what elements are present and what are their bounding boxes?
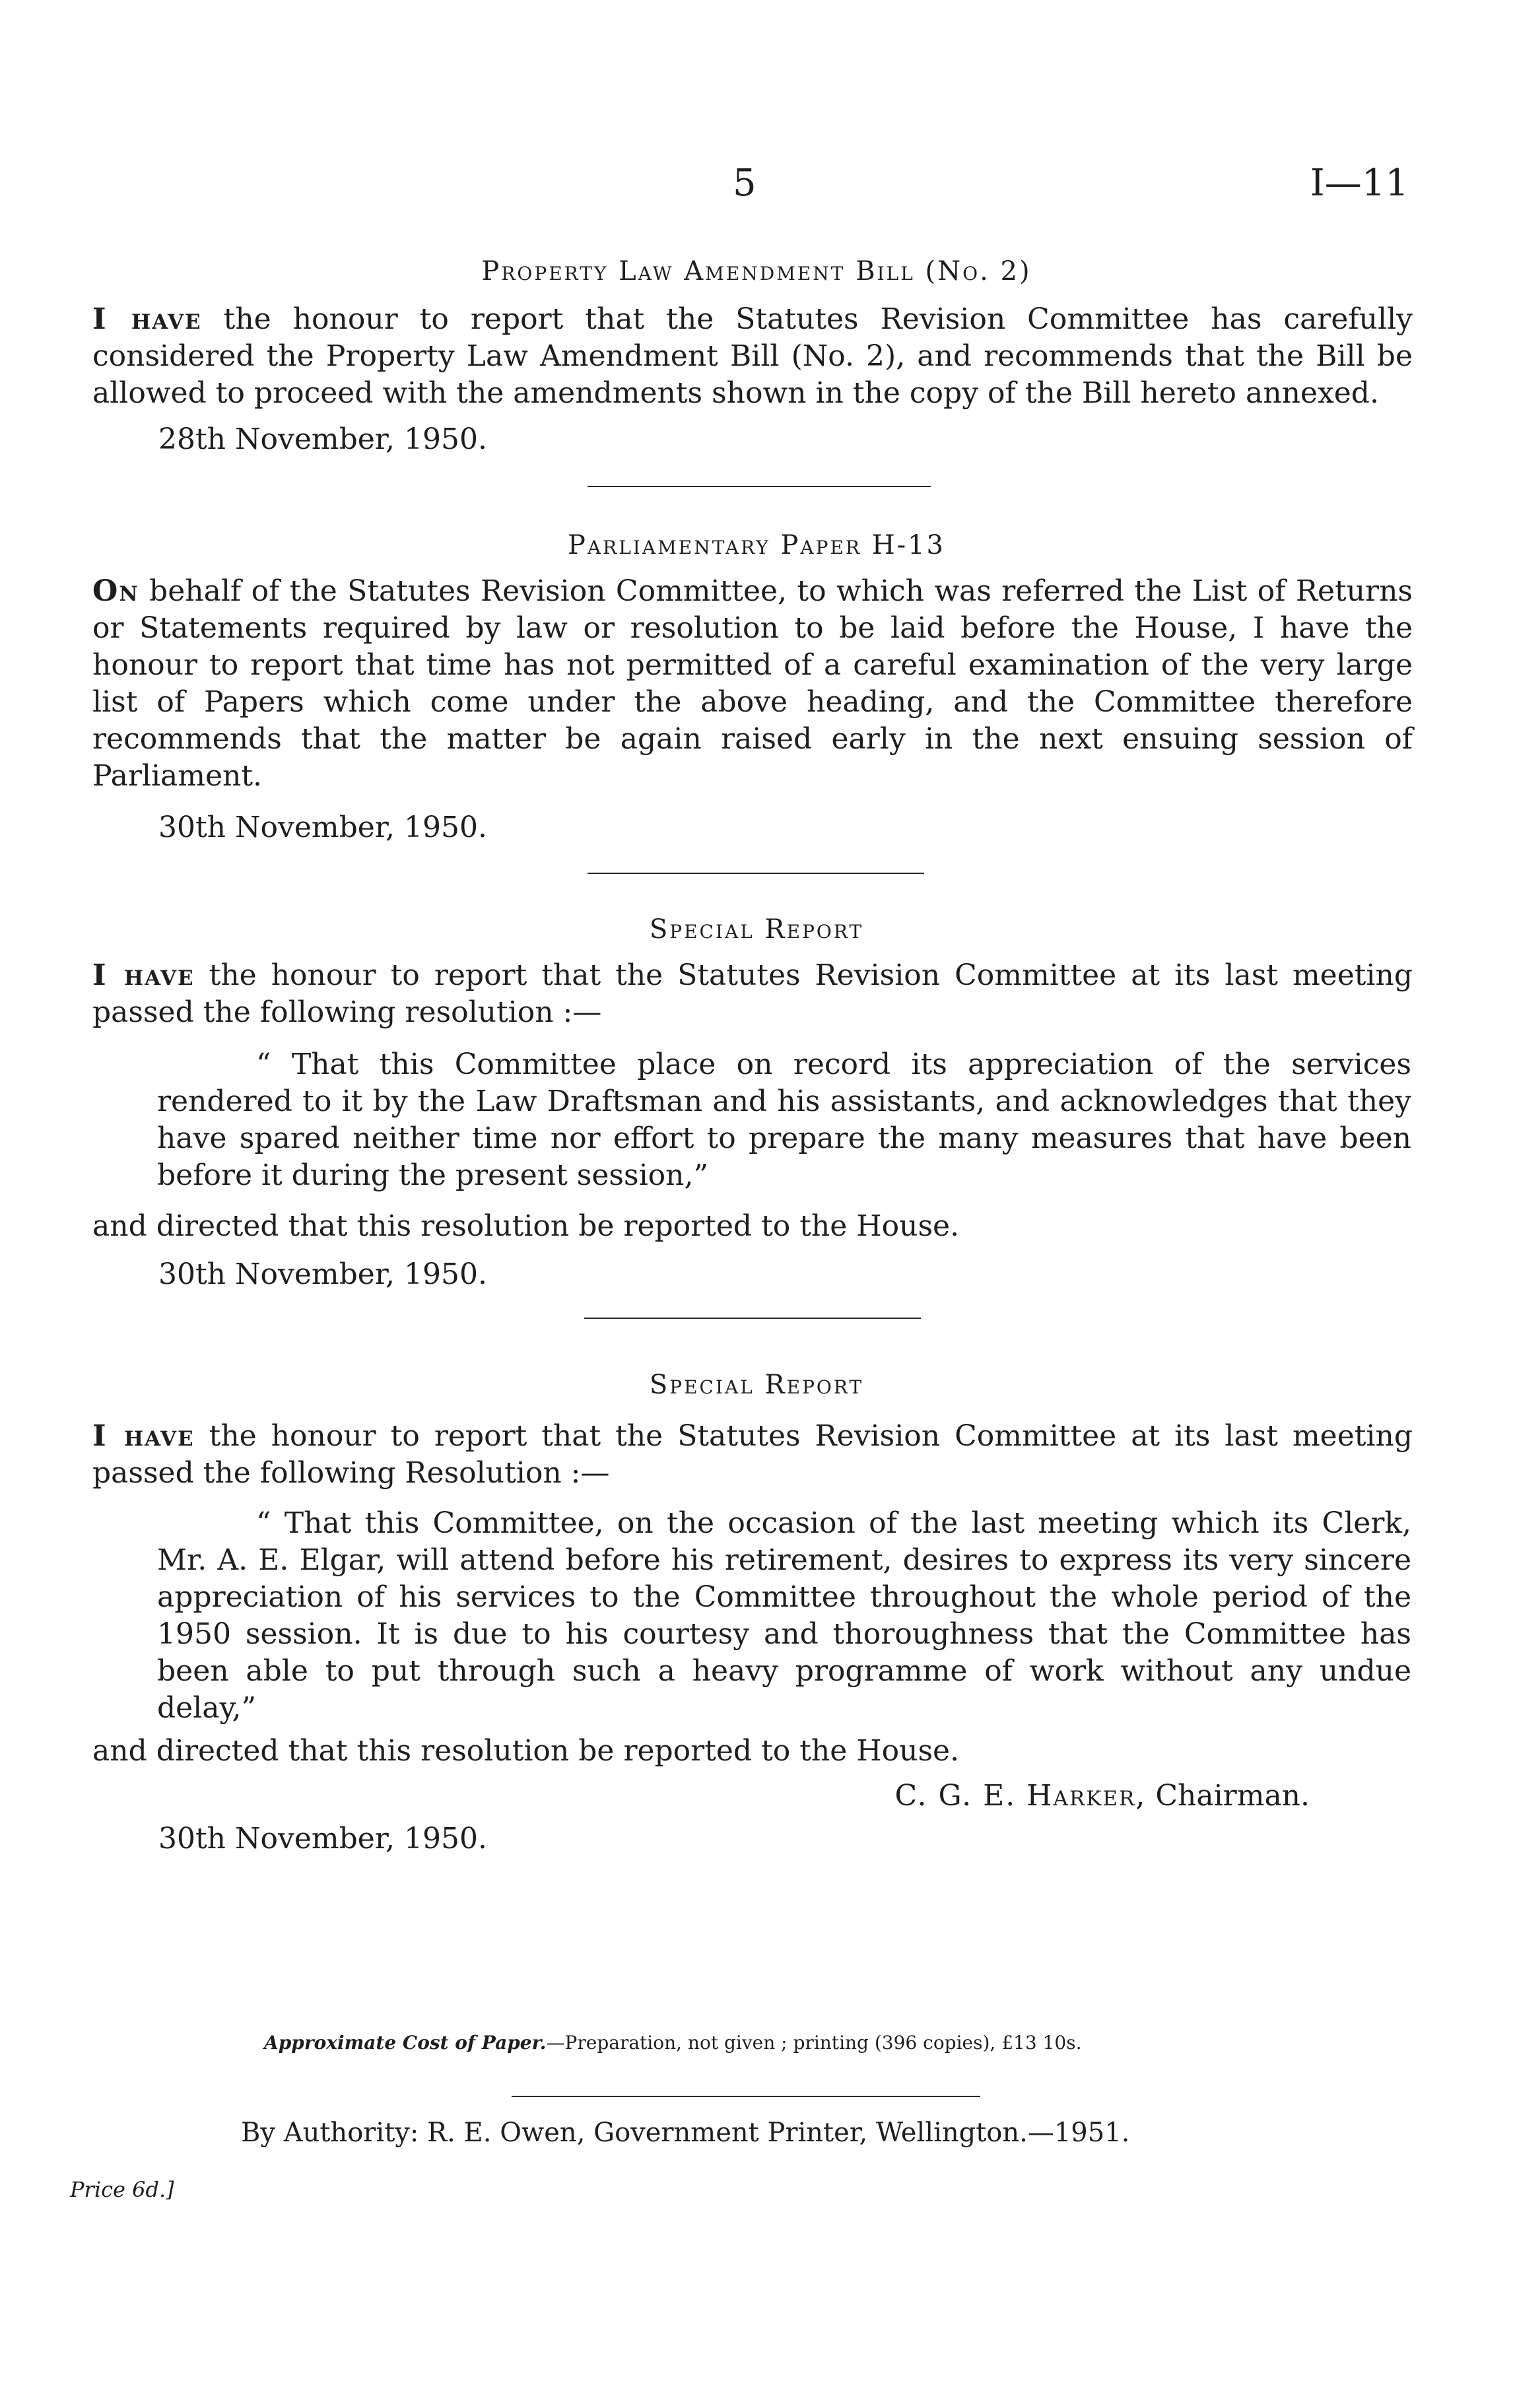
section-heading: Parliamentary Paper H-13 [568, 530, 945, 560]
cost-label: Approximate Cost of Paper. [264, 2032, 547, 2054]
section-date: 30th November, 1950. [158, 1257, 487, 1291]
resolution-quote: “ That this Committee place on record its appreciation of the services rendered to it by the Law Draftsman and his assistants, and acknowledges that they have spared neither time nor effort to prepare the many measures that have been before it during the present session,” [157, 1048, 1411, 1192]
section-heading: Property Law Amendment Bill (No. 2) [481, 256, 1032, 286]
chairman-signature [894, 1779, 1310, 1813]
paragraph-lead: I have [92, 1419, 195, 1453]
paragraph-lead: I have [92, 958, 195, 992]
closing-line: and directed that this resolution be reported to the House. [92, 1734, 960, 1768]
paragraph-body: the honour to report that the Statutes Revision Committee has carefully considered the Property Law Amendment Bill (No. 2), and recommends that the Bill be allowed to proceed with the amendments shown in the copy of the Bill hereto annexed. [92, 302, 1413, 410]
section-paragraph [92, 957, 1413, 1031]
section-divider [588, 873, 924, 874]
section-divider [588, 486, 931, 487]
footer-divider [512, 2096, 980, 2097]
section-date: 30th November, 1950. [158, 1822, 487, 1856]
signatory-title: Chairman. [1146, 1779, 1310, 1813]
section-paragraph [92, 301, 1413, 412]
page-number: 5 [733, 162, 756, 205]
paragraph-body: the honour to report that the Statutes Revision Committee at its last meeting passed the following Resolution :— [92, 1419, 1413, 1490]
paragraph-body: behalf of the Statutes Revision Committee, to which was referred the List of Returns or Statements required by law or resolution to be laid before the House, I have the honour to report that time has not permitted of a careful examination of the very large list of Papers which come under the above heading, and the Committee therefore recommends that the matter be again raised early in the next ensuing session of Parliament. [92, 574, 1413, 793]
section-heading: Special Report [649, 1370, 864, 1400]
section-date: 28th November, 1950. [158, 422, 487, 456]
paragraph-lead: On [92, 574, 139, 608]
price-label: Price 6d.] [70, 2177, 174, 2202]
section-date: 30th November, 1950. [158, 811, 487, 844]
cost-note [264, 2032, 1081, 2054]
paragraph-lead: I have [92, 302, 202, 336]
authority-line: By Authority: R. E. Owen, Government Printer, Wellington.—1951. [241, 2118, 1130, 2148]
cost-text: —Preparation, not given ; printing (396 copies), £13 10s. [546, 2032, 1082, 2054]
paragraph-body: the honour to report that the Statutes Revision Committee at its last meeting passed the following resolution :— [92, 958, 1413, 1029]
section-divider [584, 1318, 921, 1319]
paper-reference: I—11 [1310, 162, 1409, 205]
signatory-name: C. G. E. Harker, [894, 1779, 1147, 1813]
section-paragraph [92, 1418, 1413, 1492]
resolution-quote: “ That this Committee, on the occasion of the last meeting which its Clerk, Mr. A. E. Elgar, will attend before his retirement, desires to express its very sincere appreciation of his services to the Committee throughout the whole period of the 1950 session. It is due to his courtesy and thoroughness that the Committee has been able to put through such a heavy programme of work without any undue delay,” [157, 1506, 1411, 1725]
section-heading: Special Report [649, 914, 864, 945]
section-paragraph [92, 573, 1413, 795]
closing-line: and directed that this resolution be reported to the House. [92, 1209, 960, 1243]
